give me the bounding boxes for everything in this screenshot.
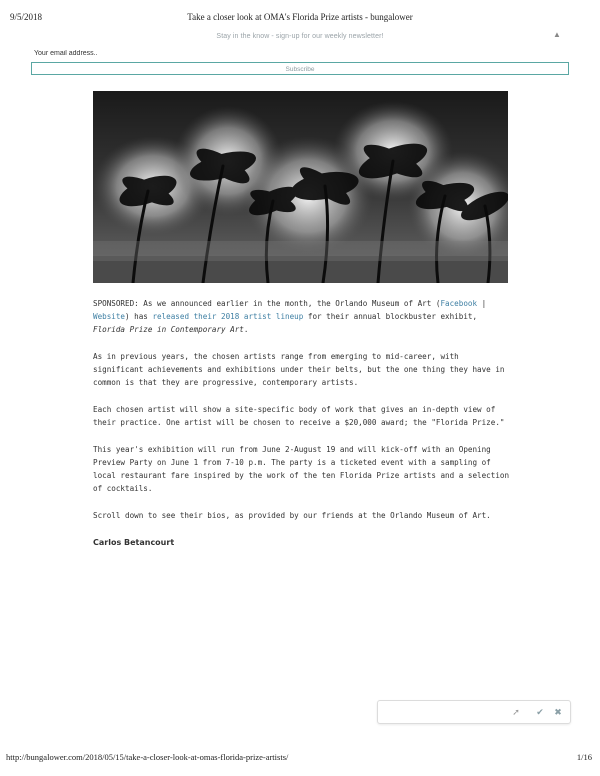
page-title: Take a closer look at OMA's Florida Prize artists - bungalower [187,12,413,22]
artist-lineup-link[interactable]: released their 2018 artist lineup [152,312,304,321]
print-header [0,0,600,28]
share-arrow-icon[interactable]: ➚ [512,707,520,717]
paragraph-scroll: Scroll down to see their bios, as provided by our friends at the Orlando Museum of Art. [93,511,491,520]
page-number: 1/16 [576,752,592,762]
intro-text-c: for their annual blockbuster exhibit, [303,312,478,321]
close-icon[interactable]: ✖ [554,707,562,717]
intro-text-d: . [243,325,249,334]
intro-paragraph [93,297,513,336]
email-field[interactable] [32,46,334,60]
facebook-link[interactable]: Facebook [440,299,478,308]
hero-image [93,91,508,283]
palm-trees-illustration [93,91,508,283]
exhibit-name: Florida Prize in Contemporary Art [93,325,244,334]
floating-action-widget [377,700,571,724]
paragraph-exhibition-dates: This year's exhibition will run from June 2-August 19 and will kick-off with an Opening Preview Party on June 1 from 7-10 p.m. The party is a ticketed event with a sampling of local restaurant fare inspired by the work of the ten Florida Prize artists and a selection of cocktails. [93,445,510,493]
link-separator: | [477,299,487,308]
website-link[interactable]: Website [93,312,126,321]
print-date: 9/5/2018 [10,12,43,22]
newsletter-message: Stay in the know - sign-up for our weekly newsletter! [216,33,384,40]
intro-text-b: ) has [125,312,153,321]
paragraph-award: Each chosen artist will show a site-specific body of work that gives an in-depth view of their practice. One artist will be chosen to receive a $20,000 award; the "Florida Prize." [93,405,505,427]
page-url: http://bungalower.com/2018/05/15/take-a-closer-look-at-omas-florida-prize-artists/ [6,752,289,762]
intro-text-a: SPONSORED: As we announced earlier in the month, the Orlando Museum of Art ( [93,299,441,308]
artist-heading: Carlos Betancourt [93,538,175,547]
collapse-arrow-icon[interactable]: ▲ [553,30,561,39]
article-body [93,297,513,563]
paragraph-artists: As in previous years, the chosen artists range from emerging to mid-career, with significant achievements and exhibitions under their belts, but the one thing they have in common is that they are progressive, contemporary artists. [93,352,505,387]
subscribe-button[interactable]: Subscribe [31,62,569,75]
check-icon[interactable]: ✔ [536,707,544,717]
